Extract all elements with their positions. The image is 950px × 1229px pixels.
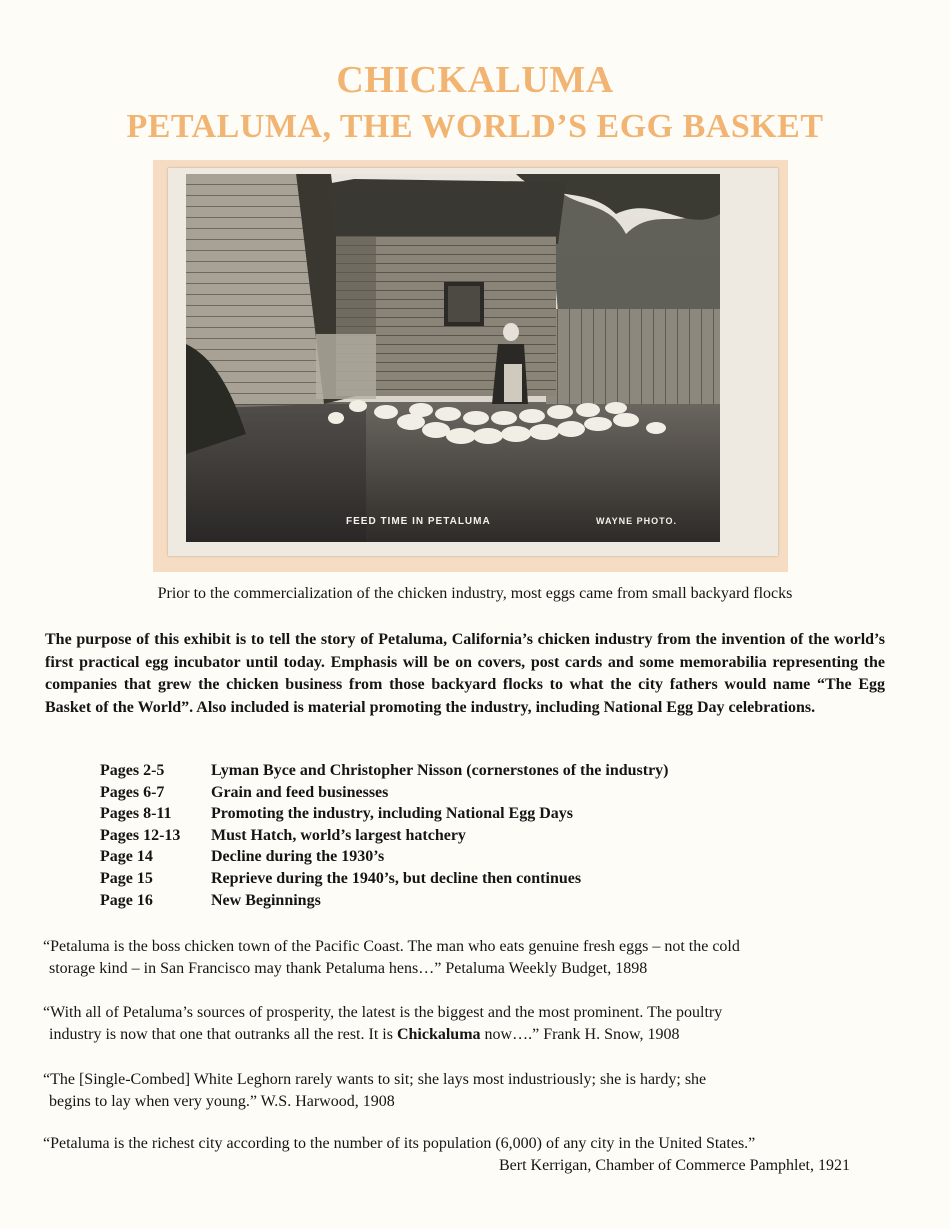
- quote-3: [43, 1069, 883, 1112]
- quote-line: “Petaluma is the boss chicken town of the Pacific Coast. The man who eats genuine fresh eggs – not the cold: [43, 938, 740, 955]
- contents-pages: Pages 8-11: [100, 805, 172, 823]
- photo-inscription-right: WAYNE PHOTO.: [596, 516, 678, 526]
- quote-2: [43, 1002, 883, 1045]
- contents-pages: Page 15: [100, 869, 153, 887]
- contents-pages: Pages 6-7: [100, 783, 165, 801]
- quote-line: begins to lay when very young.” W.S. Harwood, 1908: [49, 1092, 395, 1110]
- quote-line: “The [Single-Combed] White Leghorn rarely wants to sit; she lays most industriously; she is hardy; she: [43, 1071, 707, 1088]
- page-subtitle: PETALUMA, THE WORLD’S EGG BASKET: [126, 108, 824, 145]
- contents-description: New Beginnings: [211, 891, 321, 909]
- contents-description: Lyman Byce and Christopher Nisson (cornerstones of the industry): [211, 762, 669, 779]
- photo-inscription-left: FEED TIME IN PETALUMA: [346, 516, 491, 527]
- contents-description: Reprieve during the 1940’s, but decline then continues: [211, 869, 582, 887]
- quote-line: “With all of Petaluma’s sources of prosperity, the latest is the biggest and the most prominent. The poultry: [43, 1004, 723, 1021]
- contents-description: Must Hatch, world’s largest hatchery: [211, 826, 466, 844]
- postcard-photo: [186, 174, 720, 542]
- page-title: CHICKALUMA: [336, 59, 614, 101]
- contents-pages: Page 14: [100, 848, 153, 866]
- quote-text: industry is now that one that outranks all the rest. It is: [49, 1025, 397, 1043]
- quote-line: storage kind – in San Francisco may thank Petaluma hens…” Petaluma Weekly Budget, 1898: [49, 959, 648, 977]
- photo-caption: Prior to the commercialization of the chicken industry, most eggs came from small backyard flocks: [157, 585, 793, 602]
- quote-attribution: Bert Kerrigan, Chamber of Commerce Pamphlet, 1921: [498, 1156, 850, 1174]
- contents-description: Decline during the 1930’s: [211, 848, 385, 866]
- contents-description: Promoting the industry, including National Egg Days: [211, 805, 573, 823]
- purpose-paragraph: The purpose of this exhibit is to tell the story of Petaluma, California’s chicken industry from the invention of the world’s first practical egg incubator until today. Emphasis will be on covers, post cards and some memorabilia representing the companies that grew the chicken business from those backyard flocks to what the city fathers would name “The Egg Basket of the World”. Also included is material promoting the industry, including National Egg Day celebrations.: [45, 631, 885, 716]
- contents-pages: Page 16: [100, 891, 153, 909]
- quote-text: now….” Frank H. Snow, 1908: [480, 1025, 680, 1043]
- quote-4: [43, 1133, 883, 1176]
- quote-line: “Petaluma is the richest city according to the number of its population (6,000) of any city in the United States.”: [43, 1135, 756, 1152]
- contents-description: Grain and feed businesses: [211, 783, 389, 801]
- contents-pages: Pages 2-5: [100, 762, 165, 779]
- quote-line-2: [43, 1024, 883, 1046]
- quote-1: [43, 936, 883, 979]
- quote-emphasis: Chickaluma: [396, 1025, 481, 1043]
- contents-pages: Pages 12-13: [100, 826, 181, 844]
